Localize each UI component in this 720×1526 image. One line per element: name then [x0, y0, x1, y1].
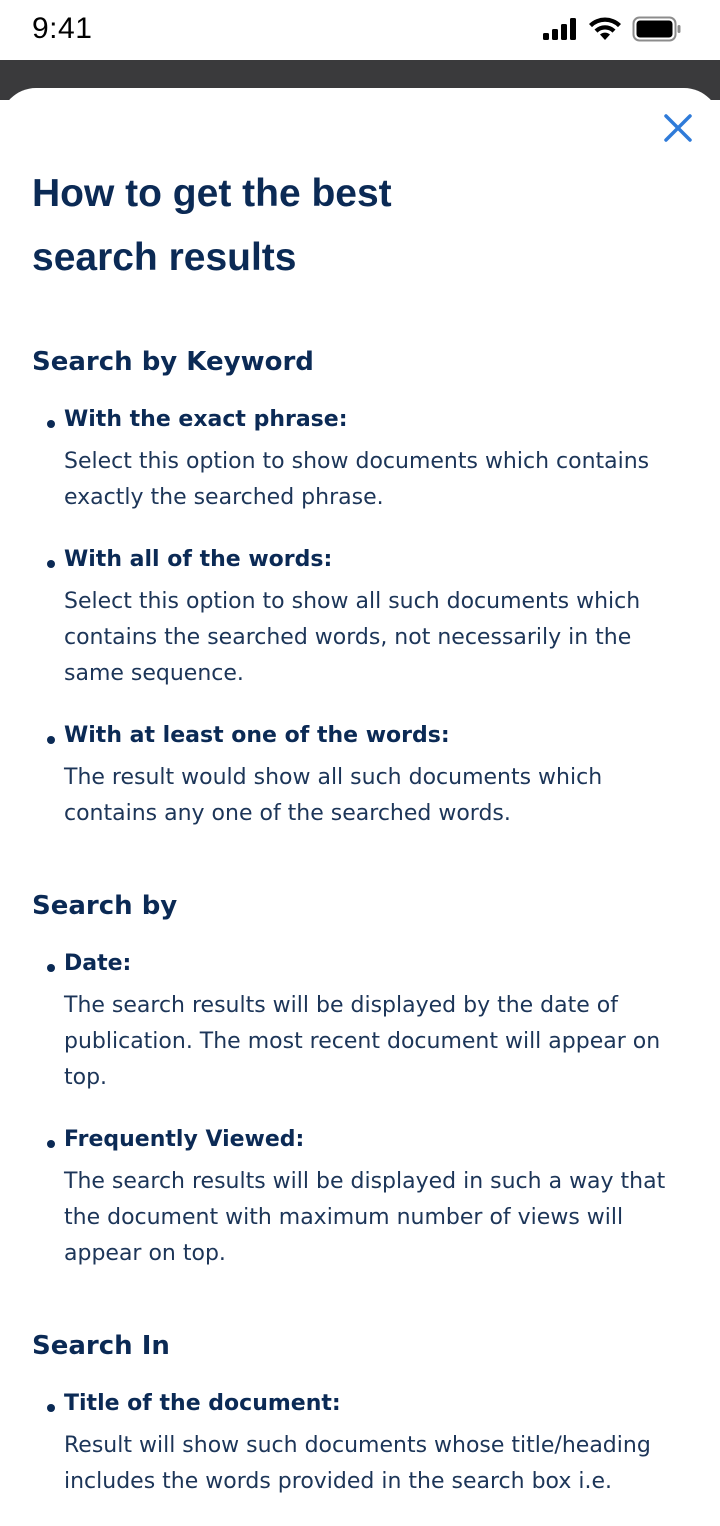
sheet-title: How to get the best search results — [32, 172, 392, 279]
list-item — [32, 718, 682, 832]
list-item — [32, 542, 682, 692]
item-heading: Date: — [64, 951, 132, 976]
item-heading: With at least one of the words: — [64, 723, 450, 748]
sheet-content — [32, 162, 682, 1526]
list-item — [32, 1122, 682, 1272]
bullet-icon — [47, 736, 55, 744]
wifi-icon — [588, 16, 622, 42]
status-bar — [0, 0, 720, 60]
battery-icon — [632, 16, 682, 42]
search-tips-sheet — [0, 88, 720, 1494]
section-sort — [32, 888, 682, 1272]
item-heading: Frequently Viewed: — [64, 1127, 305, 1152]
bullet-icon — [47, 964, 55, 972]
bullet-icon — [47, 1404, 55, 1412]
item-heading: With all of the words: — [64, 547, 333, 572]
item-text: The search results will be displayed in such a way that the document with maximum number of views will appear on top. — [64, 1169, 666, 1266]
item-text: The search results will be displayed by the date of publication. The most recent document will appear on top. — [64, 993, 661, 1090]
section-title: Search by — [32, 891, 178, 921]
status-time: 9:41 — [32, 12, 93, 45]
close-icon — [660, 110, 696, 146]
bullet-icon — [47, 420, 55, 428]
bullet-icon — [47, 1140, 55, 1148]
status-icons — [542, 16, 682, 42]
item-text: Select this option to show documents which contains exactly the searched phrase. — [64, 449, 650, 510]
section-title: Search In — [32, 1331, 170, 1361]
item-text: Select this option to show all such documents which contains the searched words, not necessarily in the same sequence. — [64, 589, 641, 686]
item-text: The result would show all such documents which contains any one of the searched words. — [64, 765, 603, 826]
section-title: Search by Keyword — [32, 347, 314, 377]
item-text: Result will show such documents whose title/heading includes the words provided in the search box i.e. — [64, 1433, 651, 1494]
section-search-in — [32, 1328, 682, 1500]
list-item — [32, 402, 682, 516]
bullet-icon — [47, 560, 55, 568]
item-heading: With the exact phrase: — [64, 407, 348, 432]
list-item — [32, 1386, 682, 1500]
item-heading: Title of the document: — [64, 1391, 341, 1416]
close-button[interactable] — [660, 110, 696, 146]
signal-icon — [542, 17, 578, 41]
section-keyword — [32, 344, 682, 832]
list-item — [32, 946, 682, 1096]
